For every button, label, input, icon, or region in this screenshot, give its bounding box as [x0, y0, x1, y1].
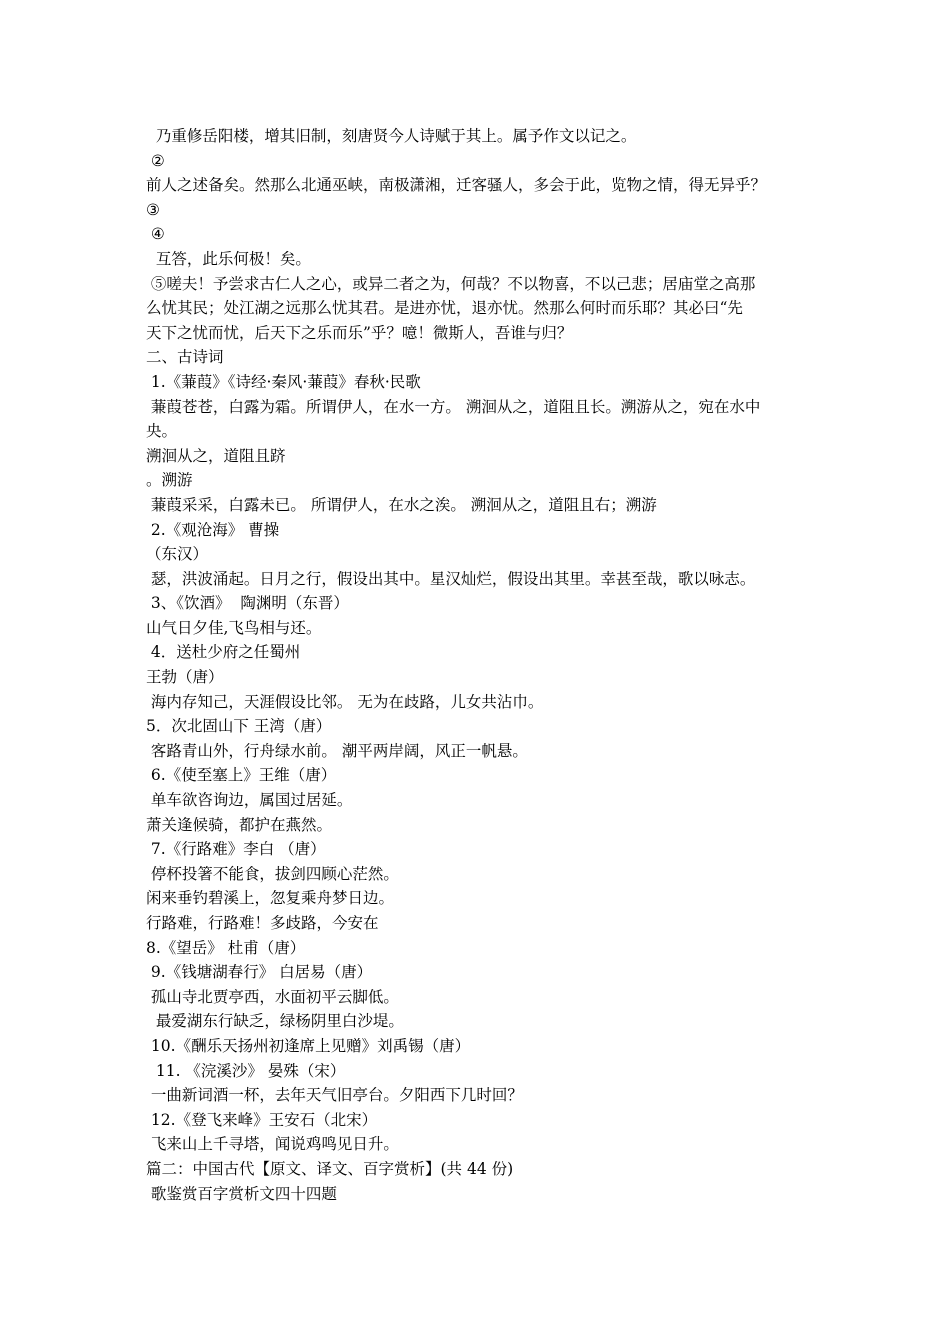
section-heading: 篇二：中国古代【原文、译文、百字赏析】(共 44 份): [146, 1159, 514, 1178]
text-line: 停杯投箸不能食，拔剑四顾心茫然。: [146, 864, 399, 883]
poem-title: 12.《登飞来峰》王安石（北宋）: [146, 1110, 378, 1129]
text-line: 蒹葭采采，白露未已。 所谓伊人，在水之涘。 溯洄从之，道阻且右；溯游: [146, 495, 657, 514]
text-line: 王勃（唐）: [146, 668, 224, 687]
text-line: ⑤嗟夫！予尝求古仁人之心，或异二者之为，何哉？不以物喜，不以己悲；居庙堂之高那: [146, 274, 756, 293]
poem-title: 3、《饮酒》 陶渊明（东晋）: [146, 594, 349, 613]
text-line: （东汉）: [146, 545, 209, 564]
text-line: 前人之述备矣。然那么北通巫峡，南极潇湘，迁客骚人，多会于此，览物之情，得无异乎？: [146, 176, 767, 195]
text-line: ④: [146, 225, 165, 244]
text-line: 央。: [146, 422, 178, 441]
poem-title: 1.《蒹葭》《诗经·秦风·蒹葭》春秋·民歌: [146, 372, 421, 391]
text-line: 海内存知己，天涯假设比邻。 无为在歧路，儿女共沾巾。: [146, 692, 544, 711]
poem-title: 5．次北固山下 王湾（唐）: [146, 717, 332, 736]
poem-title: 11. 《浣溪沙》 晏殊（宋）: [146, 1061, 346, 1080]
text-line: ②: [146, 151, 165, 170]
poem-title: 10.《酬乐天扬州初逢席上见赠》刘禹锡（唐）: [146, 1036, 471, 1055]
poem-title: 7.《行路难》李白 （唐）: [146, 840, 326, 859]
text-line: 山气日夕佳,飞鸟相与还。: [146, 618, 322, 637]
poem-title: 4．送杜少府之任蜀州: [146, 643, 301, 662]
text-line: 互答，此乐何极！矣。: [146, 249, 311, 268]
document-body: [146, 124, 816, 1206]
poem-title: 2.《观沧海》 曹操: [146, 520, 280, 539]
poem-title: 8.《望岳》 杜甫（唐）: [146, 938, 306, 957]
text-line: 客路青山外，行舟绿水前。 潮平两岸阔，风正一帆悬。: [146, 741, 528, 760]
text-line: 天下之忧而忧，后天下之乐而乐”乎？噫！微斯人，吾谁与归？: [146, 323, 573, 342]
text-line: 。溯游: [146, 471, 193, 490]
text-line: 最爱湖东行缺乏，绿杨阴里白沙堤。: [146, 1012, 404, 1031]
text-line: 蒹葭苍苍，白露为霜。所谓伊人，在水一方。 溯洄从之，道阻且长。溯游从之，宛在水中: [146, 397, 761, 416]
text-line: 单车欲咨询边，属国过居延。: [146, 791, 353, 810]
text-line: ③: [146, 200, 160, 219]
text-line: 乃重修岳阳楼，增其旧制，刻唐贤今人诗赋于其上。属予作文以记之。: [146, 127, 637, 145]
text-line: 飞来山上千寻塔，闻说鸡鸣见日升。: [146, 1135, 399, 1154]
section-heading: 二、古诗词: [146, 348, 224, 367]
text-line: 溯洄从之，道阻且跻: [146, 446, 286, 465]
text-line: 闲来垂钓碧溪上，忽复乘舟梦日边。: [146, 889, 395, 908]
text-line: 一曲新词酒一杯，去年天气旧亭台。夕阳西下几时回？: [146, 1086, 523, 1105]
text-line: 行路难，行路难！多歧路，今安在: [146, 914, 379, 932]
poem-title: 6.《使至塞上》王维（唐）: [146, 766, 337, 785]
text-line: 孤山寺北贾亭西，水面初平云脚低。: [146, 987, 399, 1006]
text-line: 萧关逢候骑，都护在燕然。: [146, 815, 333, 834]
text-line: 瑟，洪波涌起。日月之行，假设出其中。星汉灿烂，假设出其里。幸甚至哉，歌以咏志。: [146, 569, 756, 588]
text-line: 么忧其民；处江湖之远那么忧其君。是进亦忧，退亦忧。然那么何时而乐耶？其必曰“先: [146, 299, 743, 318]
text-line: 歌鉴赏百字赏析文四十四题: [146, 1184, 337, 1203]
poem-title: 9.《钱塘湖春行》 白居易（唐）: [146, 963, 373, 982]
